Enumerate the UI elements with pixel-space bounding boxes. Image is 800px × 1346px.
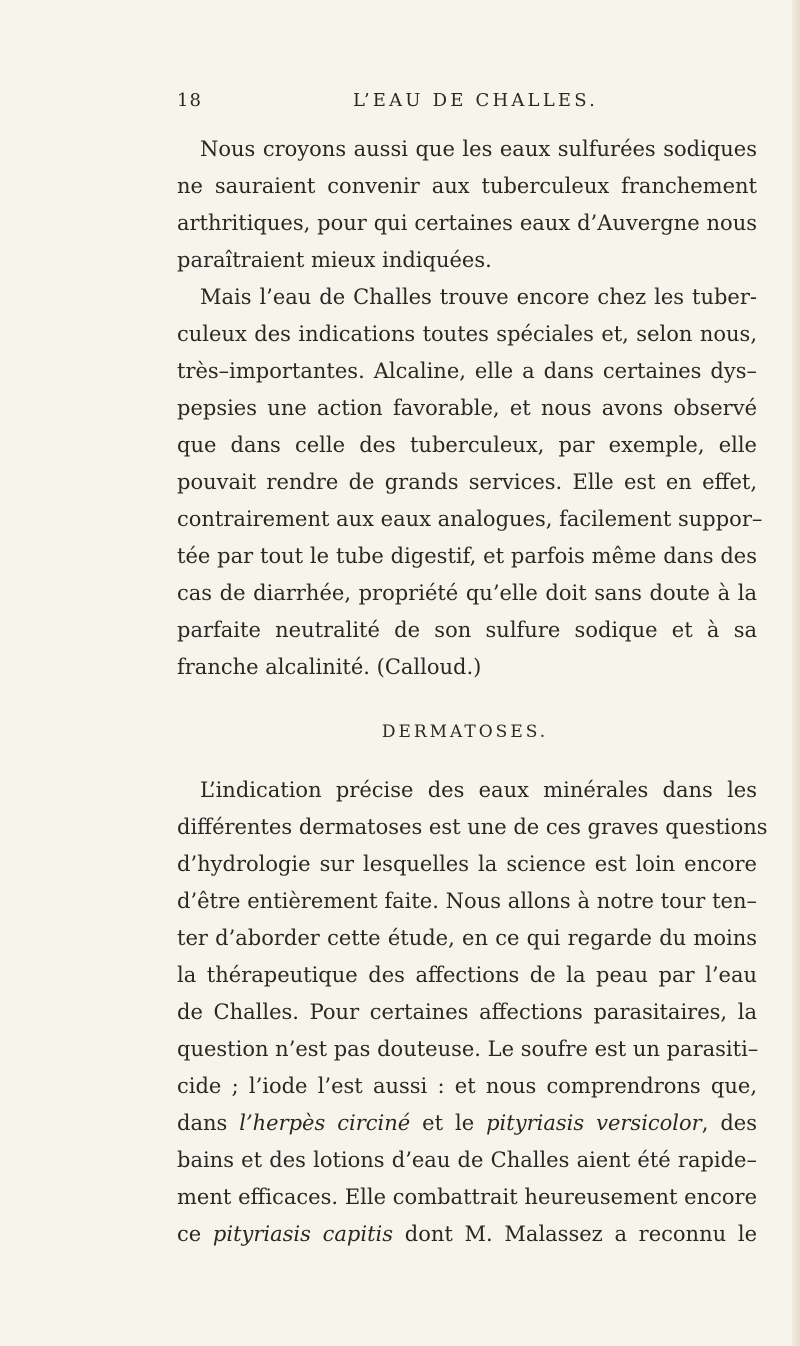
text-run: dans <box>177 1111 240 1135</box>
text-run: ce <box>177 1222 213 1246</box>
text-line: pepsies une action favorable, et nous avons observé <box>177 396 757 420</box>
text-line: question n’est pas douteuse. Le soufre est un parasiti– <box>177 1037 759 1061</box>
running-title: L’EAU DE CHALLES. <box>353 90 599 111</box>
text-line: la thérapeutique des affections de la peau par l’eau <box>177 963 757 987</box>
section-heading: DERMATOSES. <box>381 722 549 742</box>
text-line: d’être entièrement faite. Nous allons à notre tour ten– <box>177 889 757 913</box>
text-run: et le <box>410 1111 487 1135</box>
text-line: ter d’aborder cette étude, en ce qui regarde du moins <box>177 926 757 950</box>
text-line: franche alcalinité. (Calloud.) <box>177 655 482 679</box>
text-run: , des <box>701 1111 758 1135</box>
text-line: arthritiques, pour qui certaines eaux d’Auvergne nous <box>177 211 757 235</box>
text-line: ment efficaces. Elle combattrait heureusement encore <box>177 1185 757 1209</box>
text-line: cas de diarrhée, propriété qu’elle doit sans doute à la <box>177 581 757 605</box>
italic-term: pityriasis capitis <box>212 1222 394 1246</box>
text-line: Nous croyons aussi que les eaux sulfurées sodiques <box>200 137 757 161</box>
text-line: très–importantes. Alcaline, elle a dans certaines dys– <box>177 359 757 383</box>
page-number: 18 <box>177 90 202 111</box>
text-line: L’indication précise des eaux minérales dans les <box>200 778 757 802</box>
italic-term: l’herpès circiné <box>239 1111 411 1135</box>
text-line: différentes dermatoses est une de ces graves questions <box>177 815 768 839</box>
text-line: contrairement aux eaux analogues, facilement suppor– <box>177 507 763 531</box>
page-header <box>177 90 777 116</box>
text-line: cide ; l’iode l’est aussi : et nous comprendrons que, <box>177 1074 757 1098</box>
page-edge <box>792 0 800 1346</box>
text-line: ne sauraient convenir aux tuberculeux franchement <box>177 174 757 198</box>
text-line: bains et des lotions d’eau de Challes aient été rapide– <box>177 1148 757 1172</box>
text-line: paraîtraient mieux indiquées. <box>177 248 492 272</box>
text-line: culeux des indications toutes spéciales et, selon nous, <box>177 322 757 346</box>
text-line: Mais l’eau de Challes trouve encore chez les tuber- <box>200 285 757 309</box>
italic-term: pityriasis versicolor <box>486 1111 702 1135</box>
text-line: d’hydrologie sur lesquelles la science est loin encore <box>177 852 757 876</box>
text-line: de Challes. Pour certaines affections parasitaires, la <box>177 1000 757 1024</box>
text-line: pouvait rendre de grands services. Elle est en effet, <box>177 470 757 494</box>
text-line: parfaite neutralité de son sulfure sodique et à sa <box>177 618 757 642</box>
text-line: tée par tout le tube digestif, et parfois même dans des <box>177 544 757 568</box>
text-line-herpes <box>177 1108 757 1138</box>
text-run: dont M. Malassez a reconnu le <box>393 1222 757 1246</box>
text-line-capitis <box>177 1219 757 1249</box>
text-line: que dans celle des tuberculeux, par exemple, elle <box>177 433 757 457</box>
